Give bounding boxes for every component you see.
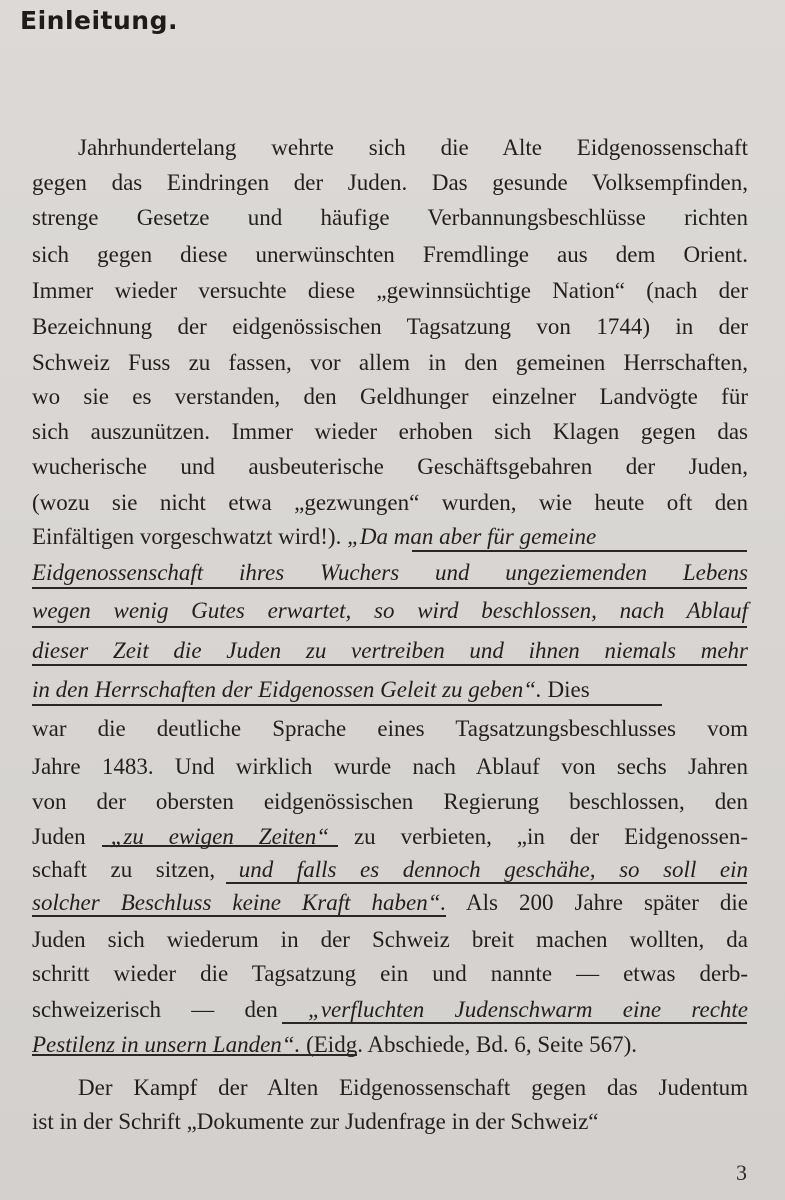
text-line [32,417,748,451]
text-line [32,714,748,748]
text-line [32,382,748,416]
body-text-segment: von der obersten eidgenössischen Regierung beschlossen, den [32,789,748,814]
text-line [78,133,748,167]
body-text-segment: sich gegen diese unerwünschten Fremdlinge aus dem Orient. [32,242,748,267]
underline [412,550,747,552]
body-text-segment: schaft zu sitzen, [32,857,239,882]
quoted-italic-text: wegen wenig Gutes erwartet, so wird beschlossen, nach Ablauf [32,598,748,623]
text-line [32,240,748,274]
body-text-segment: schweizerisch — den [32,997,309,1022]
body-text-segment: zu verbieten, „in der Eidgenossen- [329,824,748,849]
text-line [78,1073,748,1107]
underline [282,1022,747,1024]
text-line [32,1107,748,1141]
page-number: 3 [736,1160,747,1185]
quoted-italic-text: „verfluchten Judenschwarm eine rechte [308,997,748,1022]
body-text-segment: Als 200 Jahre später die [446,890,748,915]
body-text-segment: ist in der Schrift „Dokumente zur Judenfrage in der Schweiz“ [32,1109,599,1134]
body-text-segment: Bezeichnung der eidgenössischen Tagsatzung von 1744) in der [32,314,748,339]
quoted-italic-text: und falls es dennoch geschähe, so soll ein [238,857,748,882]
body-text-segment: Jahrhundertelang wehrte sich die Alte Eidgenossenschaft [78,135,748,160]
quoted-italic-text: solcher Beschluss keine Kraft haben“. [32,890,447,915]
text-line [32,348,748,382]
text-line [32,959,748,993]
body-text-segment: Einfältigen vorgeschwatzt wird!). [32,524,348,549]
body-text-segment: war die deutliche Sprache eines Tagsatzungsbeschlusses vom [32,716,748,741]
underline [226,882,747,884]
text-line [32,452,748,486]
body-text-segment: wucherische und ausbeuterische Geschäftsgebahren der Juden, [32,454,748,479]
body-text-segment: strenge Gesetze und häufige Verbannungsbeschlüsse richten [32,205,748,230]
underline [32,915,446,917]
body-text-segment: (Eidg. Abschiede, Bd. 6, Seite 567). [300,1032,637,1057]
body-text-segment: Jahre 1483. Und wirklich wurde nach Ablauf von sechs Jahren [32,754,748,779]
underline [102,845,338,847]
underline [32,587,747,589]
text-line [32,312,748,346]
body-text-segment: Schweiz Fuss zu fassen, vor allem in den gemeinen Herrschaften, [32,350,748,375]
body-text-segment: schritt wieder die Tagsatzung ein und nannte — etwas derb- [32,961,748,986]
body-text-segment: Immer wieder versuchte diese „gewinnsüchtige Nation“ (nach der [32,278,748,303]
text-line [32,787,748,821]
text-line [32,752,748,786]
text-line [32,596,748,630]
body-text-segment: (wozu sie nicht etwa „gezwungen“ wurden, wie heute oft den [32,490,748,515]
body-text-segment: Juden sich wiederum in der Schweiz breit machen wollten, da [32,927,748,952]
underline [32,704,662,706]
quoted-italic-text: „Da man aber für gemeine [347,524,597,549]
body-text-segment: Dies [541,677,590,702]
text-line [32,1030,748,1064]
text-line [32,925,748,959]
quoted-italic-text: Pestilenz in unsern Landen“. [32,1032,301,1057]
body-text-segment: Der Kampf der Alten Eidgenossenschaft gegen das Judentum [78,1075,748,1100]
text-line [32,276,748,310]
quoted-italic-text: in den Herrschaften der Eidgenossen Geleit zu geben“. [32,677,542,702]
body-text-segment: Juden [32,824,111,849]
underline [32,1054,357,1056]
underline [32,664,747,666]
text-line [32,488,748,522]
body-text-segment: gegen das Eindringen der Juden. Das gesunde Volksempfinden, [32,170,748,195]
quoted-italic-text: Eidgenossenschaft ihres Wuchers und ungeziemenden Lebens [32,560,748,585]
text-line [32,168,748,202]
chapter-heading: Einleitung. [20,6,178,35]
underline [32,626,747,628]
body-text-segment: wo sie es verstanden, den Geldhunger einzelner Landvögte für [32,384,748,409]
quoted-italic-text: „zu ewigen Zeiten“ [110,824,330,849]
text-line [32,822,748,856]
quoted-italic-text: dieser Zeit die Juden zu vertreiben und ihnen niemals mehr [32,638,748,663]
body-text-segment: sich auszunützen. Immer wieder erhoben sich Klagen gegen das [32,419,748,444]
text-line [32,203,748,237]
